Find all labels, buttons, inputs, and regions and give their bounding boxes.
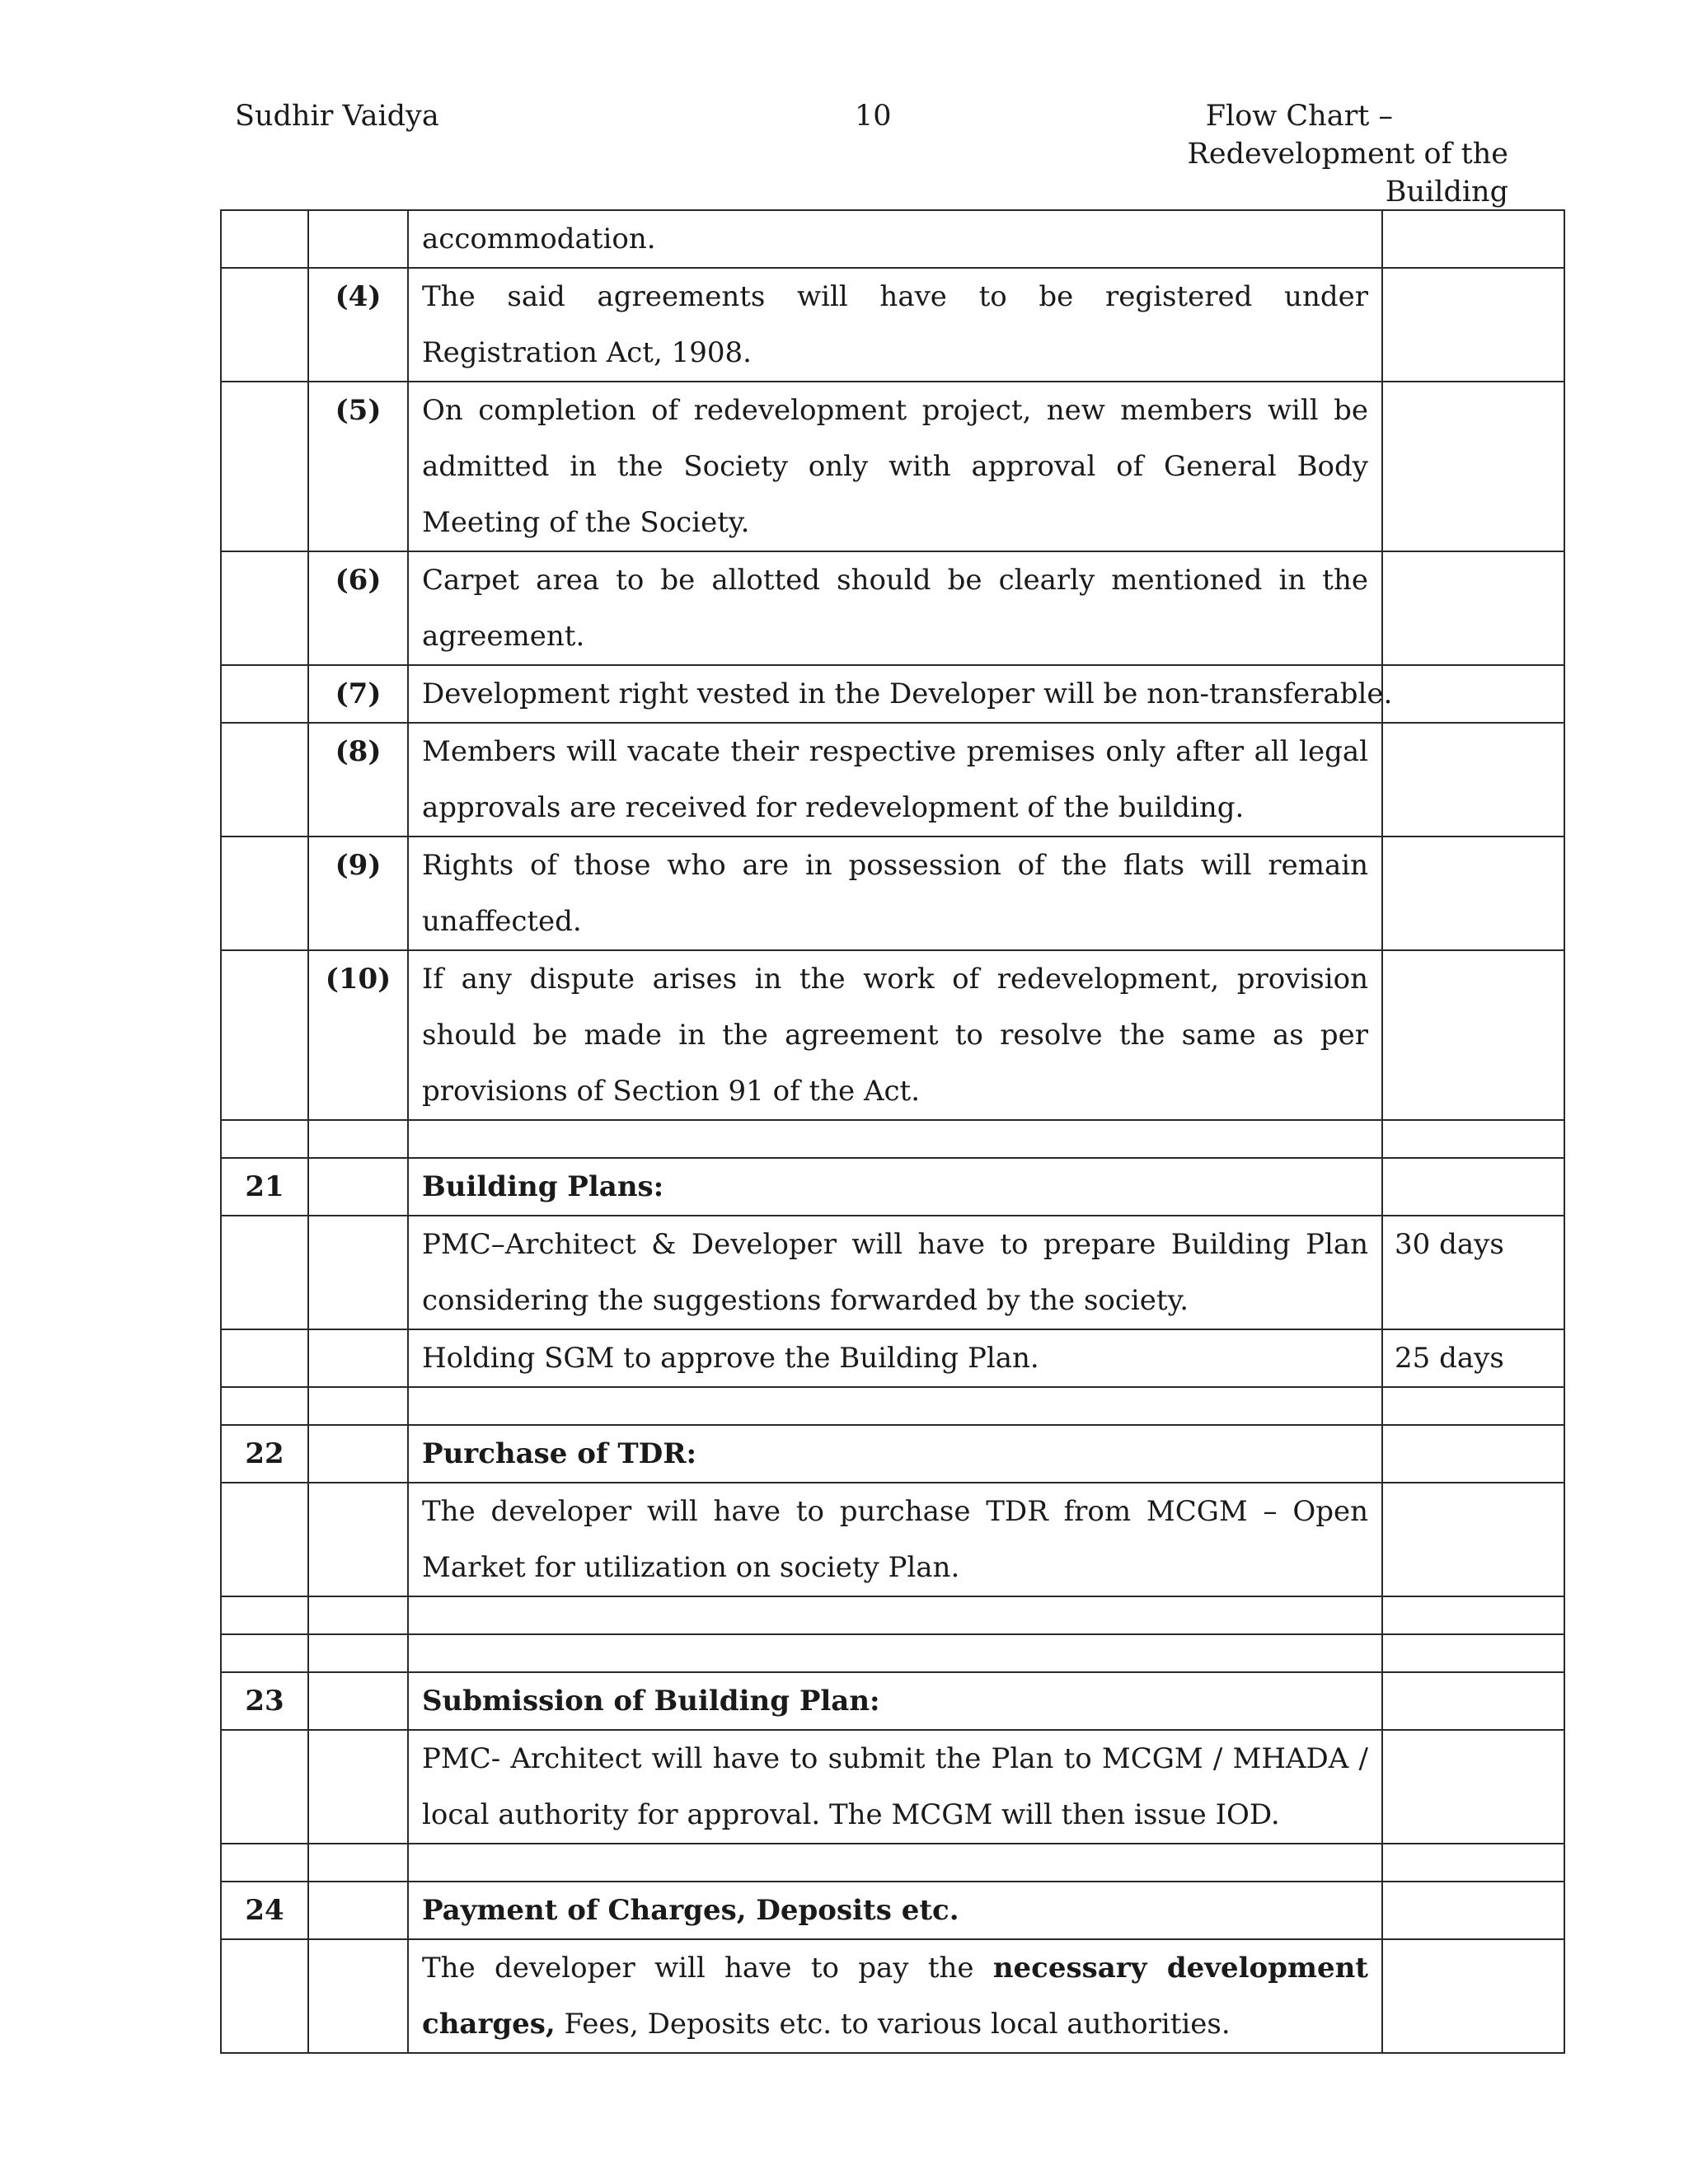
spacer-row bbox=[221, 1596, 1564, 1634]
spacer-row bbox=[221, 1120, 1564, 1158]
row-text: If any dispute arises in the work of redevelopment, provision should be made in the agreement to resolve the same as per provisions of Section 91 of the Act. bbox=[408, 950, 1382, 1120]
page-number: 10 bbox=[855, 100, 892, 133]
spacer-row bbox=[221, 1844, 1564, 1882]
row-text: The developer will have to purchase TDR from MCGM – Open Market for utilization on society Plan. bbox=[408, 1483, 1382, 1596]
item-number: (5) bbox=[308, 382, 408, 551]
section-header-row bbox=[221, 1425, 1564, 1483]
row-text: Development right vested in the Developer will be non-transferable. bbox=[408, 665, 1382, 723]
row-text: Carpet area to be allotted should be clearly mentioned in the agreement. bbox=[408, 551, 1382, 665]
table-row bbox=[221, 268, 1564, 382]
section-number: 23 bbox=[221, 1672, 308, 1730]
section-title: Building Plans: bbox=[408, 1158, 1382, 1216]
header-author: Sudhir Vaidya bbox=[235, 100, 439, 133]
header-title-line2: Redevelopment of the Building bbox=[1187, 138, 1508, 209]
item-number: (4) bbox=[308, 268, 408, 382]
header-title-line1: Flow Chart – bbox=[1205, 100, 1393, 133]
section-number: 22 bbox=[221, 1425, 308, 1483]
item-number: (10) bbox=[308, 950, 408, 1120]
table-row bbox=[221, 950, 1564, 1120]
table-row bbox=[221, 723, 1564, 837]
section-header-row bbox=[221, 1672, 1564, 1730]
row-text: Holding SGM to approve the Building Plan. bbox=[408, 1329, 1382, 1387]
table-row bbox=[221, 382, 1564, 551]
section-number: 24 bbox=[221, 1882, 308, 1939]
item-number: (7) bbox=[308, 665, 408, 723]
row-text: Members will vacate their respective premises only after all legal approvals are received for redevelopment of the building. bbox=[408, 723, 1382, 837]
item-number: (8) bbox=[308, 723, 408, 837]
duration: 25 days bbox=[1382, 1329, 1564, 1387]
row-text: accommodation. bbox=[408, 210, 1382, 268]
row-text-bold: necessary development charges, bbox=[422, 1952, 1369, 2041]
section-title: Payment of Charges, Deposits etc. bbox=[408, 1882, 1382, 1939]
section-number: 21 bbox=[221, 1158, 308, 1216]
table-row bbox=[221, 210, 1564, 268]
table-row bbox=[221, 551, 1564, 665]
table-row bbox=[221, 1939, 1564, 2053]
flow-chart-table bbox=[220, 209, 1565, 2054]
spacer-row bbox=[221, 1387, 1564, 1425]
row-text-part: The developer will have to pay the bbox=[422, 1952, 993, 1985]
row-text: PMC–Architect & Developer will have to prepare Building Plan considering the suggestions forwarded by the society. bbox=[408, 1216, 1382, 1329]
table-row bbox=[221, 837, 1564, 950]
header-title bbox=[1071, 97, 1508, 211]
section-header-row bbox=[221, 1882, 1564, 1939]
row-text: PMC- Architect will have to submit the Plan to MCGM / MHADA / local authority for approval. The MCGM will then issue IOD. bbox=[408, 1730, 1382, 1844]
table-row bbox=[221, 665, 1564, 723]
row-text-part: Fees, Deposits etc. to various local authorities. bbox=[555, 2008, 1231, 2041]
table-row bbox=[221, 1730, 1564, 1844]
item-number: (9) bbox=[308, 837, 408, 950]
item-number: (6) bbox=[308, 551, 408, 665]
row-text: On completion of redevelopment project, new members will be admitted in the Society only with approval of General Body Meeting of the Society. bbox=[408, 382, 1382, 551]
section-header-row bbox=[221, 1158, 1564, 1216]
spacer-row bbox=[221, 1634, 1564, 1672]
row-text: The said agreements will have to be registered under Registration Act, 1908. bbox=[408, 268, 1382, 382]
table-row bbox=[221, 1483, 1564, 1596]
duration: 30 days bbox=[1382, 1216, 1564, 1329]
table-row bbox=[221, 1329, 1564, 1387]
section-title: Submission of Building Plan: bbox=[408, 1672, 1382, 1730]
row-text bbox=[408, 1939, 1382, 2053]
row-text: Rights of those who are in possession of the flats will remain unaffected. bbox=[408, 837, 1382, 950]
table-row bbox=[221, 1216, 1564, 1329]
section-title: Purchase of TDR: bbox=[408, 1425, 1382, 1483]
